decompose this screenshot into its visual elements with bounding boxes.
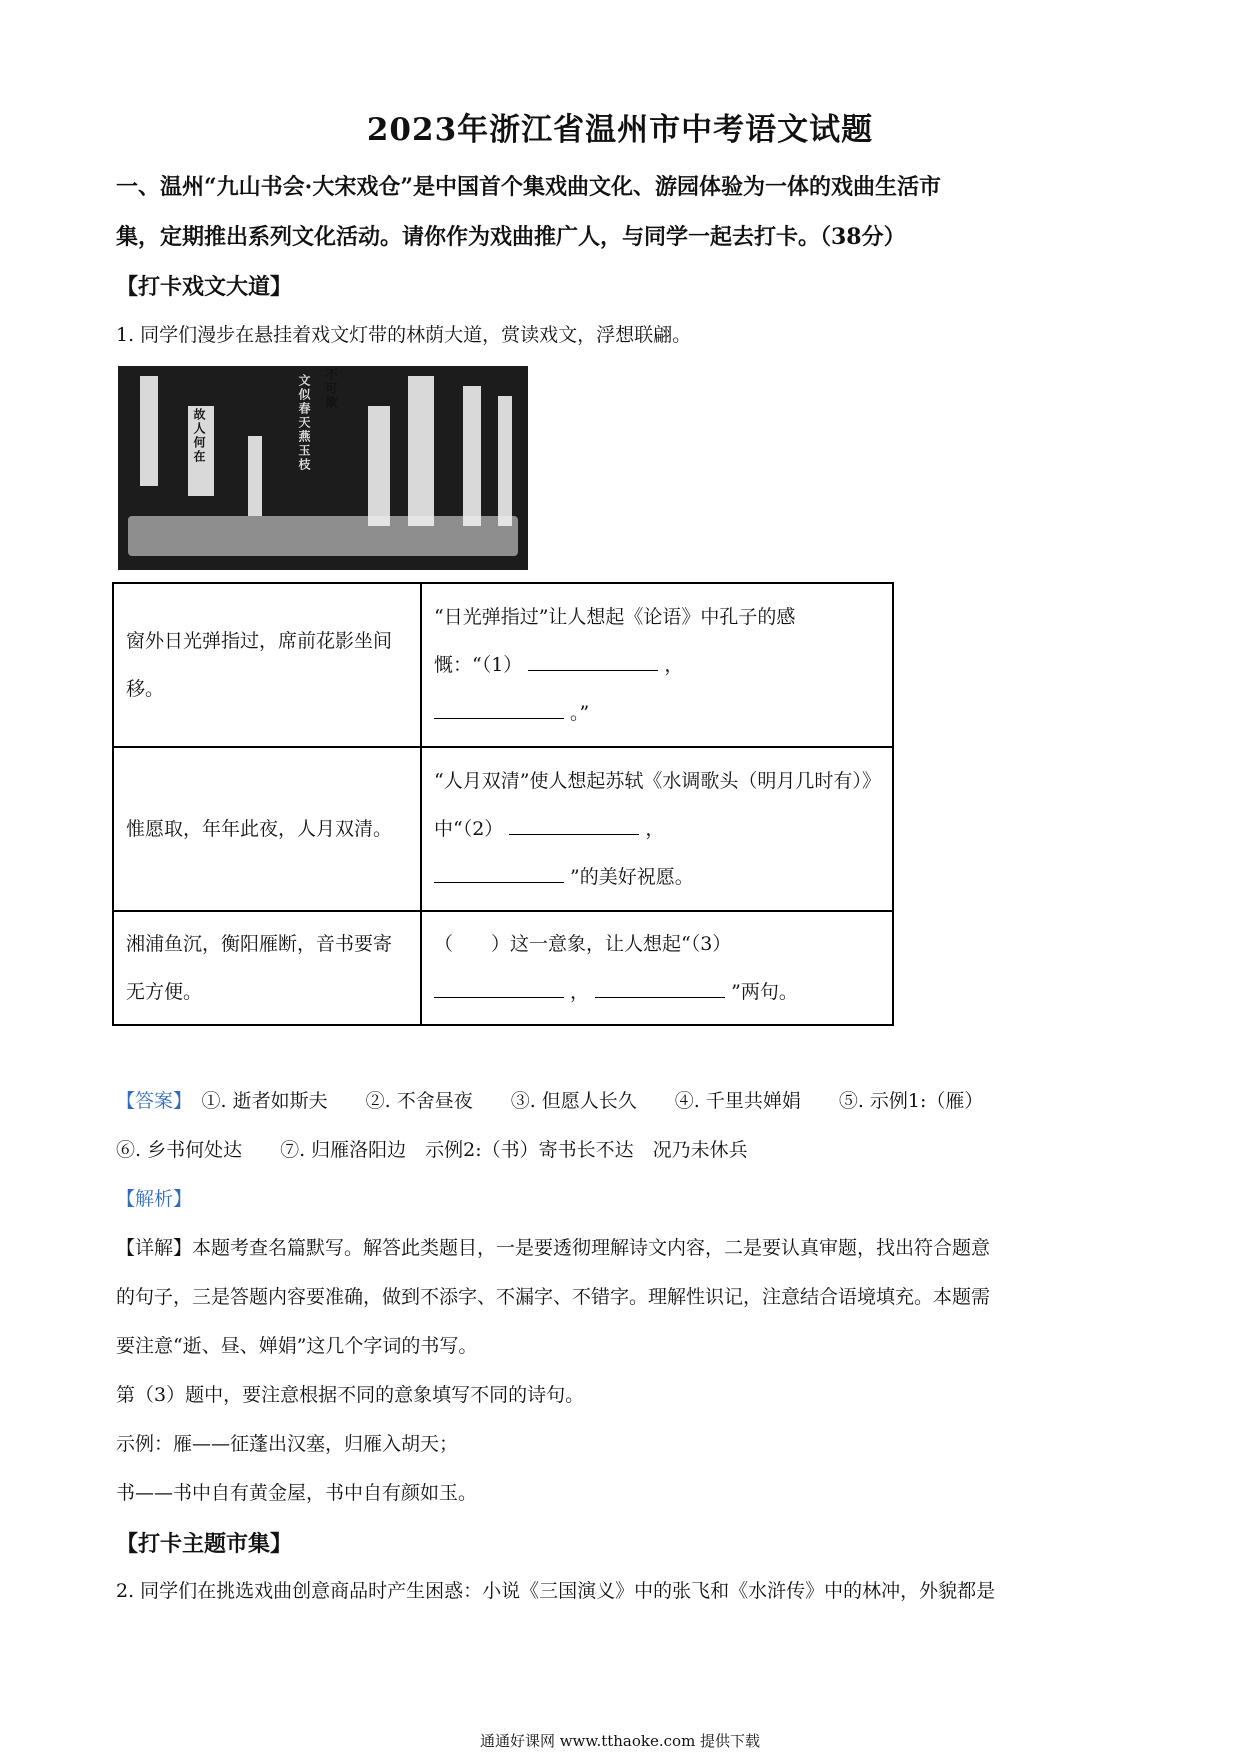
answer-blank[interactable] — [595, 977, 725, 998]
table-cell-quote: 惟愿取，年年此夜，人月双清。 — [113, 747, 421, 911]
lantern-avenue-photo — [118, 366, 528, 570]
lantern-strip — [140, 376, 158, 486]
page-footer: 通通好课网 www.tthaoke.com 提供下载 — [479, 1732, 761, 1750]
lantern-strip — [463, 386, 481, 526]
detail-line-6: 书——书中自有黄金屋，书中自有颜如玉。 — [116, 1482, 478, 1504]
prompt-text: ”的美好祝愿。 — [570, 866, 694, 888]
question-1-text: 1. 同学们漫步在悬挂着戏文灯带的林荫大道，赏读戏文，浮想联翩。 — [116, 324, 692, 346]
answer-blank[interactable] — [434, 977, 564, 998]
banner-text: 文似春天燕玉枝 — [297, 374, 311, 472]
answer-blank[interactable] — [434, 862, 564, 883]
page-title: 2023年浙江省温州市中考语文试题 — [366, 112, 874, 148]
prompt-text: 。” — [570, 702, 590, 724]
prompt-text: ， — [664, 654, 684, 676]
table-cell-prompt — [421, 747, 893, 911]
lantern-strip — [408, 376, 434, 526]
prompt-text: ， — [570, 981, 590, 1003]
detail-line-5: 示例：雁——征蓬出汉塞，归雁入胡天； — [116, 1433, 459, 1455]
answer-blank[interactable] — [509, 814, 639, 835]
detail-line-3: 要注意“逝、昼、婵娟”这几个字词的书写。 — [116, 1335, 478, 1357]
section-heading-1: 【打卡戏文大道】 — [116, 274, 293, 300]
detail-line-2: 的句子，三是答题内容要准确，做到不添字、不漏字、不错字。理解性识记，注意结合语境填充。本题需 — [116, 1286, 991, 1308]
lantern-strip — [498, 396, 512, 526]
answer-blank[interactable] — [434, 698, 564, 719]
lantern-glow — [128, 516, 518, 556]
section-heading-2: 【打卡主题市集】 — [116, 1531, 293, 1557]
prompt-text: “人月双清”使人想起苏轼《水调歌头（明月几时有）》中“（2） — [434, 770, 872, 840]
question-2-text: 2. 同学们在挑选戏曲创意商品时产生困惑：小说《三国演义》中的张飞和《水浒传》中的林冲，外貌都是 — [116, 1580, 996, 1602]
prompt-text: “日光弹指过”让人想起《论语》中孔子的感慨：“（1） — [434, 606, 796, 676]
table-cell-quote: 湘浦鱼沉，衡阳雁断，音书要寄无方便。 — [113, 911, 421, 1025]
prompt-text: （ ）这一意象，让人想起“（3） — [434, 933, 732, 955]
detail-line-1: 【详解】本题考查名篇默写。解答此类题目，一是要透彻理解诗文内容，二是要认真审题，找出符合题意 — [116, 1237, 991, 1259]
answer-line-2: ⑥. 乡书何处达 ⑦. 归雁洛阳边 示例2:（书）寄书长不达 况乃未休兵 — [116, 1139, 748, 1161]
answer-label: 【答案】 — [116, 1090, 183, 1112]
prompt-text: ”两句。 — [731, 981, 798, 1003]
answer-line-1 — [116, 1086, 983, 1113]
table-row — [113, 747, 893, 911]
detail-line-4: 第（3）题中，要注意根据不同的意象填写不同的诗句。 — [116, 1384, 585, 1406]
table-row — [113, 911, 893, 1025]
intro-line-2: 集，定期推出系列文化活动。请你作为戏曲推广人，与同学一起去打卡。（38分） — [116, 224, 906, 250]
answer-blank[interactable] — [528, 650, 658, 671]
banner-text: 故人何在 — [192, 408, 206, 464]
table-cell-quote: 窗外日光弹指过，席前花影坐间移。 — [113, 583, 421, 747]
banner-text: 不可欺 — [324, 368, 338, 410]
lantern-strip — [248, 436, 262, 516]
lantern-strip — [368, 406, 390, 526]
analysis-label: 【解析】 — [116, 1188, 193, 1210]
prompt-text: ， — [645, 818, 665, 840]
table-cell-prompt — [421, 911, 893, 1025]
table-row — [113, 583, 893, 747]
table-cell-prompt — [421, 583, 893, 747]
poem-table — [112, 582, 894, 1026]
intro-line-1: 一、温州“九山书会·大宋戏仓”是中国首个集戏曲文化、游园体验为一体的戏曲生活市 — [116, 174, 941, 200]
answer-text: ①. 逝者如斯夫 ②. 不舍昼夜 ③. 但愿人长久 ④. 千里共婵娟 ⑤. 示例1:（雁） — [201, 1090, 984, 1112]
